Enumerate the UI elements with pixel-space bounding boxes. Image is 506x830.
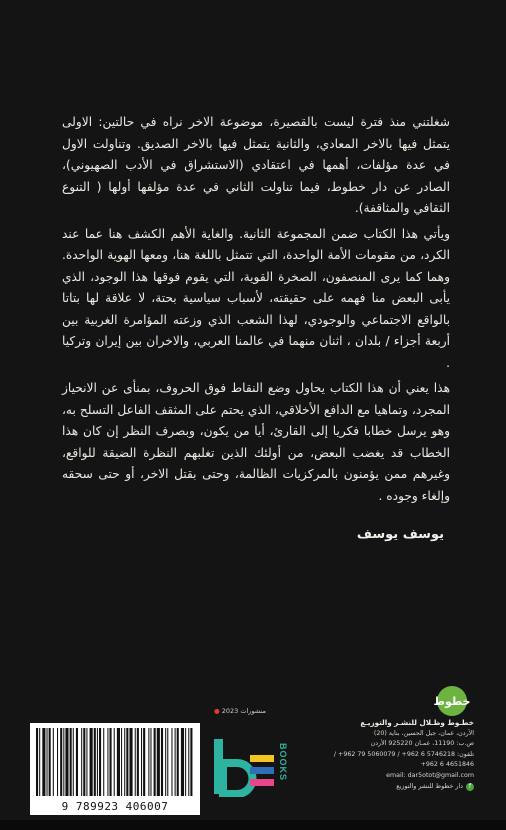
barcode-bar: [99, 728, 101, 796]
barcode-bar: [121, 728, 122, 796]
barcode-bar: [137, 728, 139, 796]
barcode-bar: [36, 728, 38, 796]
barcode-bar: [124, 728, 125, 796]
barcode-bar: [103, 728, 104, 796]
books-logo-stripe-blue: [250, 767, 274, 774]
barcode-bar: [107, 728, 108, 796]
barcode-bar: [39, 728, 40, 796]
barcode-bar: [57, 728, 58, 796]
barcode-bar: [177, 728, 179, 796]
barcode-bar: [90, 728, 93, 796]
isbn-number: 9 789923 406007: [61, 800, 169, 813]
blurb-paragraph-1: شغلتني منذ فترة ليست بالقصيرة، موضوعة الاخر نراه في حالتين: الاولى يتمثل فيها بالاخر المعادي، والثانية يتمثل فيها بالاخر الصديق. وتناولت الاول في عدة مؤلفات، أهمها في اعتقادي (الاستشراق في الأدب الصهيوني)، الصادر عن دار خطوط، فيما تناولت الثاني في عدة مؤلفها أولها ( التنوع الثقافي والمثاقفة).: [62, 115, 450, 215]
barcode-bar: [129, 728, 132, 796]
barcode-bar: [110, 728, 112, 796]
barcode-bar: [76, 728, 78, 796]
publisher-logo-badge: [433, 686, 471, 716]
books-logo: [212, 733, 302, 797]
blurb-paragraph-2: ويأتي هذا الكتاب ضمن المجموعة الثانية. والغاية الأهم الكشف هنا عما عند الكرد، من مقومات الأمة الواحدة، التي تتمثل باللغة هنا، ومعها الهوية الواحدة. وهما كما يرى المنصفون، الصخرة القوية، التي يقوم فوقها هذا الوجود، الذي يأبى البعض منا فهمه على حقيقته، لأسباب سياسية بحتة، لا علاقة لها بتاتا بالواقع الاجتماعي والوجودي، لهذا الشعب الذي وزعته المؤامرة الغربية بين أربعة أجزاء / بلدان ، اثنان منهما في عالمنا العربي، والاخران بين إيران وتركيا .: [62, 226, 450, 370]
barcode-bar: [47, 728, 48, 796]
barcode-bar: [141, 728, 142, 796]
barcode-bars: [34, 728, 196, 796]
publisher-social: [306, 782, 474, 793]
publisher-email: email: dar5otot@gmail.com: [386, 771, 474, 779]
barcode-bar: [60, 728, 62, 796]
barcode-bar: [73, 728, 74, 796]
books-logo-stripe-pink: [250, 779, 274, 786]
edition-text: منشورات 2023: [221, 707, 267, 715]
bottom-edge: [0, 820, 506, 830]
blurb-text: [62, 112, 450, 511]
barcode-bar: [81, 728, 82, 796]
barcode-bar: [65, 728, 68, 796]
barcode-bar: [150, 728, 151, 796]
barcode-bar: [171, 728, 172, 796]
barcode-bar: [83, 728, 85, 796]
barcode-bar: [63, 728, 64, 796]
barcode-bar: [94, 728, 96, 796]
isbn-barcode: [30, 723, 200, 815]
barcode-bar: [70, 728, 72, 796]
barcode-bar: [49, 728, 51, 796]
barcode-bar: [53, 728, 54, 796]
edition-label: [214, 707, 266, 715]
publisher-logo-text: خطوط: [433, 694, 471, 708]
barcode-bar: [135, 728, 136, 796]
books-logo-label: BOOKS: [278, 743, 288, 782]
barcode-bar: [154, 728, 156, 796]
barcode-bar: [114, 728, 115, 796]
barcode-bar: [167, 728, 168, 796]
publisher-social-name: دار خطوط للنشر والتوزيع: [396, 782, 463, 790]
publisher-info: [306, 718, 474, 792]
blurb-paragraph-3: هذا يعني أن هذا الكتاب يحاول وضع النقاط فوق الحروف، بمنأى عن الانحياز المجرد، وتماهيا مع الدافع الأخلاقي، الذي يحتم على المثقف الفاعل التسلح به، وهو يرسل خطابا فكريا إلى القارئ، أيا من يكون، وبصرف النظر إن كان هذا الخطاب قد يغضب البعض، من أولئك الذين تغلبهم النظرة الضيقة للواقع، وغيرهم ممن يؤمنون بالمركزيات الظالمة، وحتى بقتل الاخر، أو حتى سحقه وإلغاء وجوده .: [62, 381, 450, 503]
barcode-bar: [126, 728, 128, 796]
barcode-bar: [86, 728, 87, 796]
barcode-bar: [185, 728, 186, 796]
barcode-bar: [148, 728, 149, 796]
barcode-bar: [165, 728, 166, 796]
barcode-bar: [143, 728, 145, 796]
red-dot-icon: ●: [214, 707, 220, 715]
publisher-po-box: ص.ب: 11190، عمـان 925220 الأردن: [370, 740, 474, 748]
barcode-bar: [161, 728, 163, 796]
barcode-bar: [181, 728, 184, 796]
publisher-address: الأردن، عمان، جبل الحسين، بناية (20): [373, 729, 474, 737]
facebook-icon: f: [466, 783, 474, 791]
books-logo-stripe-yellow: [250, 755, 274, 762]
barcode-bar: [175, 728, 176, 796]
barcode-bar: [42, 728, 45, 796]
barcode-bar: [117, 728, 120, 796]
author-name: يوسف يوسف: [356, 527, 444, 542]
barcode-bar: [188, 728, 189, 796]
barcode-bar: [157, 728, 160, 796]
books-logo-bowl: [223, 763, 252, 794]
barcode-bar: [97, 728, 98, 796]
publisher-name: خطـوط وظـلال للنشـر والتوزيـع: [360, 718, 474, 727]
barcode-bar: [190, 728, 192, 796]
publisher-phone: تلفون: 5746218 6 962+ / 5060079 79 962+ / 4651846 6 962+: [333, 750, 474, 769]
